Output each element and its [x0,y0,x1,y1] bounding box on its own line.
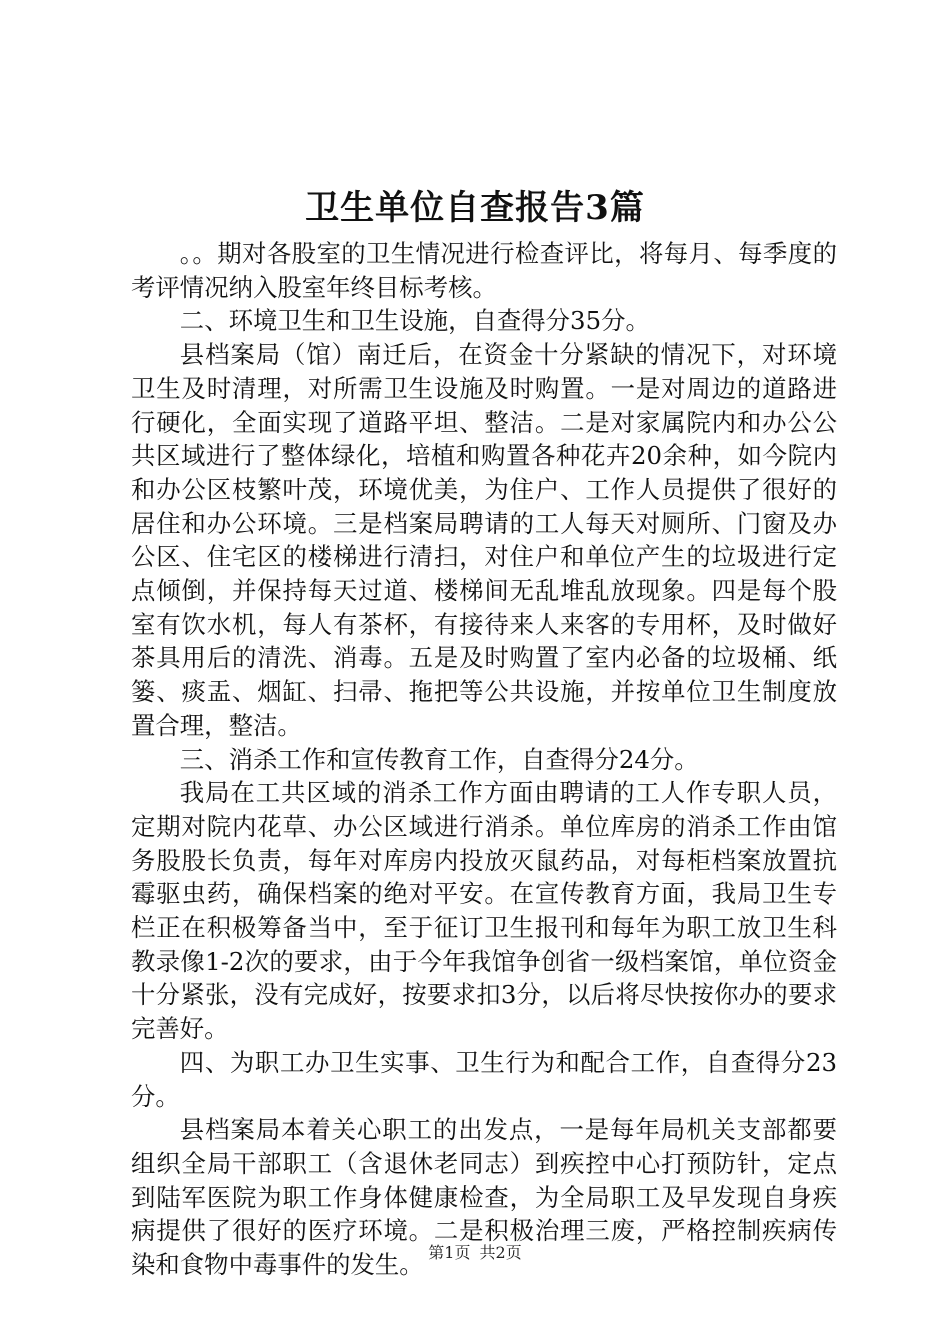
paragraph-environment: 县档案局（馆）南迁后，在资金十分紧缺的情况下，对环境卫生及时清理，对所需卫生设施及时购置。一是对周边的道路进行硬化，全面实现了道路平坦、整洁。二是对家属院内和办公公共区域进行了整体绿化，培植和购置各种花卉20余种，如今院内和办公区枝繁叶茂，环境优美，为住户、工作人员提供了很好的居住和办公环境。三是档案局聘请的工人每天对厕所、门窗及办公区、住宅区的楼梯进行清扫，对住户和单位产生的垃圾进行定点倾倒，并保持每天过道、楼梯间无乱堆乱放现象。四是每个股室有饮水机，每人有茶杯，有接待来人来客的专用杯，及时做好茶具用后的清洗、消毒。五是及时购置了室内必备的垃圾桶、纸篓、痰盂、烟缸、扫帚、拖把等公共设施，并按单位卫生制度放置合理，整洁。 [131,340,837,740]
page-total: 共2页 [479,1243,522,1262]
page-number: 第1页 [428,1243,471,1262]
section-heading-4: 四、为职工办卫生实事、卫生行为和配合工作，自查得分23分。 [131,1047,837,1111]
paragraph-continuation: 。。期对各股室的卫生情况进行检查评比，将每月、每季度的考评情况纳入股室年终目标考核。 [131,239,837,302]
page-footer [0,1242,950,1264]
section-heading-3: 三、消杀工作和宣传教育工作，自查得分24分。 [179,744,699,774]
document-title: 卫生单位自查报告3篇 [305,188,645,228]
document-body [131,237,837,1282]
section-heading-2: 二、环境卫生和卫生设施，自查得分35分。 [179,306,650,336]
paragraph-staff-care: 县档案局本着关心职工的出发点，一是每年局机关支部都要组织全局干部职工（含退休老同志）到疾控中心打预防针，定点到陆军医院为职工作身体健康检查，为全局职工及早发现自身疾病提供了很好的医疗环境。二是积极治理三废，严格控制疾病传染和食物中毒事件的发生。 [131,1115,837,1280]
paragraph-disinfection: 我局在工共区域的消杀工作方面由聘请的工人作专职人员，定期对院内花草、办公区域进行消杀。单位库房的消杀工作由馆务股股长负责，每年对库房内投放灭鼠药品，对每柜档案放置抗霉驱虫药，确保档案的绝对平安。在宣传教育方面，我局卫生专栏正在积极筹备当中，至于征订卫生报刊和每年为职工放卫生科教录像1-2次的要求，由于今年我馆争创省一级档案馆，单位资金十分紧张，没有完成好，按要求扣3分，以后将尽快按你办的要求完善好。 [131,778,837,1044]
